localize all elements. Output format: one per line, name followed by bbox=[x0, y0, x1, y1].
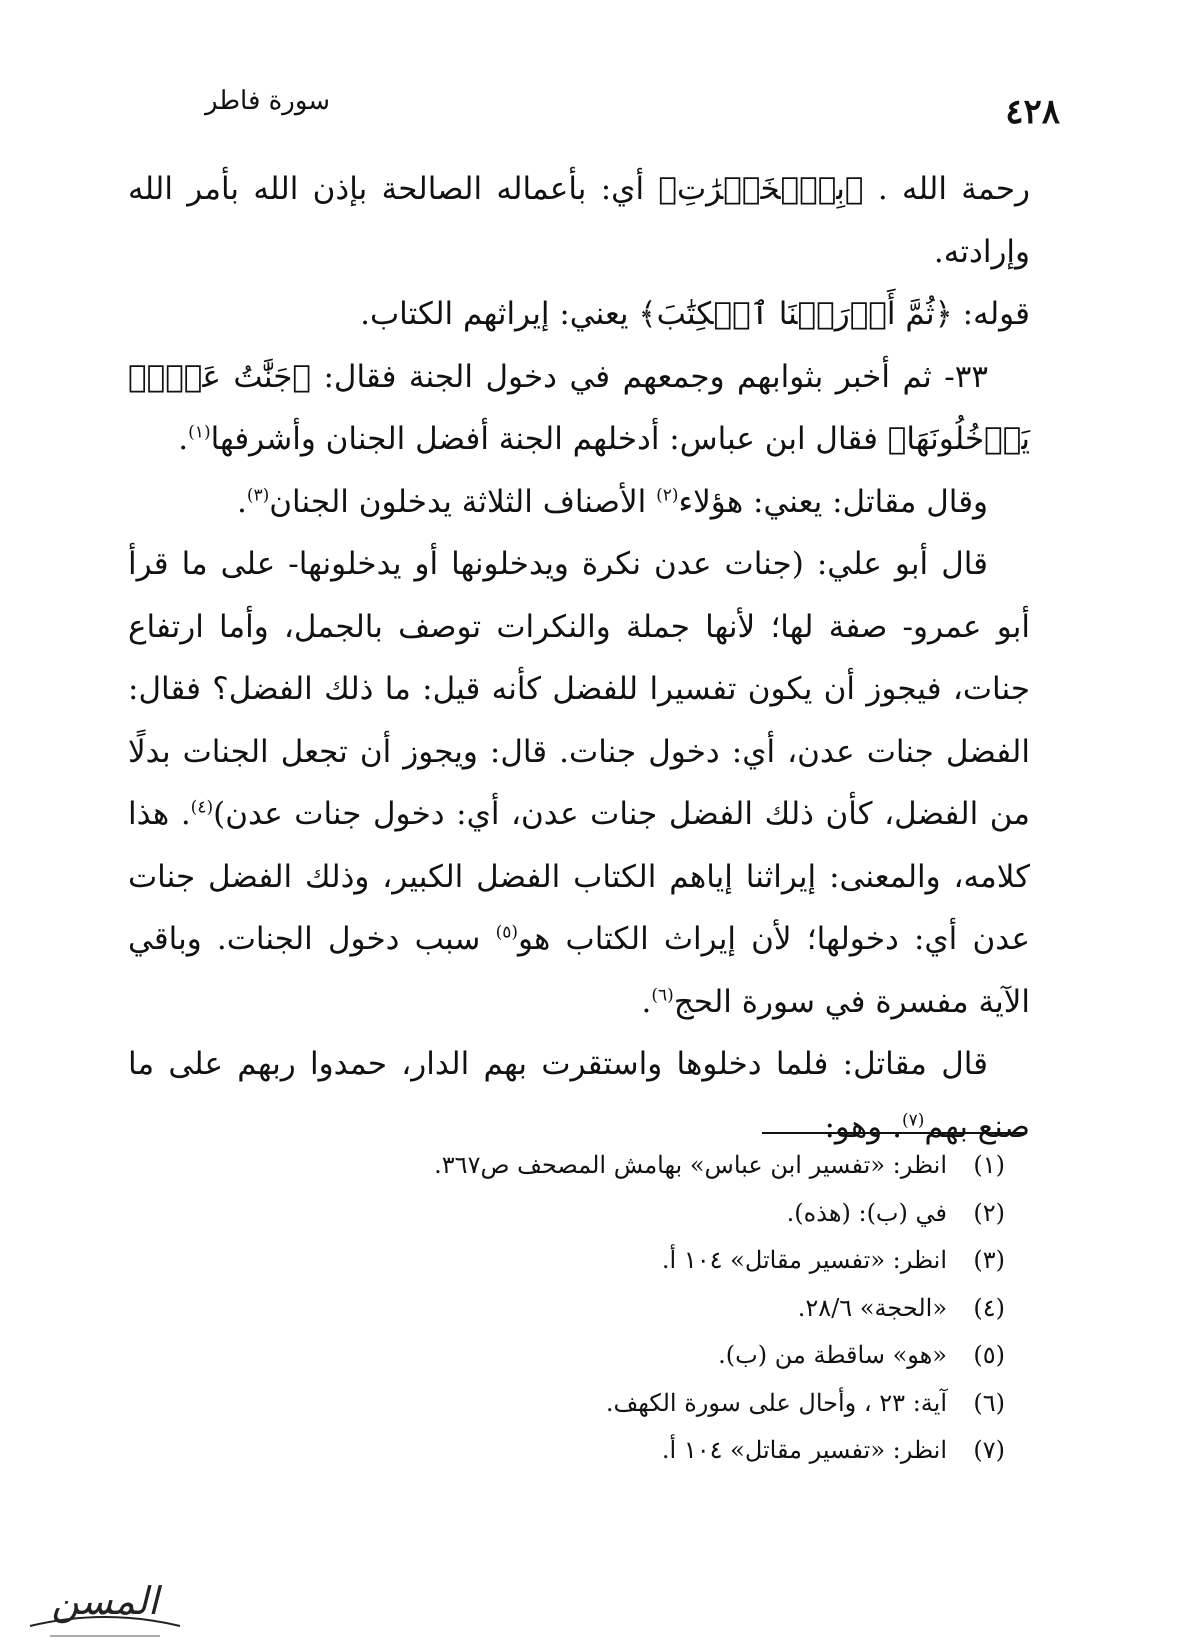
footnote bbox=[125, 1142, 1005, 1190]
running-title: سورة فاطر bbox=[205, 86, 331, 116]
footnote-number: (٢) bbox=[973, 1198, 1005, 1227]
footnote-ref: (٤) bbox=[190, 797, 214, 818]
footnote-ref: (٥) bbox=[495, 922, 518, 943]
page-header bbox=[150, 80, 1060, 140]
footnote-text: آية: ٢٣ ، وأحال على سورة الكهف. bbox=[605, 1388, 947, 1417]
page-number: ٤٢٨ bbox=[1005, 92, 1060, 132]
paragraph: وقال مقاتل: يعني: هؤلاء$^{(٢)}$ الأصناف الثلاثة يدخلون الجنان$^{(٣)}$. bbox=[236, 483, 988, 520]
footnote-ref: (١) bbox=[188, 422, 211, 443]
footnote bbox=[125, 1332, 1005, 1380]
footnote bbox=[125, 1380, 1005, 1428]
footnote-text: انظر: «تفسير مقاتل» ١٠٤ أ. bbox=[661, 1246, 947, 1274]
footnote-text: «الحجة» ٢٨/٦. bbox=[797, 1293, 947, 1322]
paragraph: قوله: ﴿ثُمَّ أَوۡرَثۡنَا ٱلۡكِتَٰبَ﴾ يعني: إيراثهم الكتاب. bbox=[360, 296, 1030, 332]
footnote bbox=[125, 1427, 1005, 1475]
footnote bbox=[125, 1237, 1005, 1285]
footnote-number: (٤) bbox=[973, 1293, 1005, 1322]
footnote-ref: (٧) bbox=[901, 1110, 925, 1131]
footnote-text: «هو» ساقطة من (ب). bbox=[718, 1341, 947, 1369]
publisher-stamp-logo bbox=[10, 1568, 200, 1646]
main-text bbox=[128, 158, 1030, 1158]
paragraph: ٣٣- ثم أخبر بثوابهم وجمعهم في دخول الجنة فقال: ﴿جَنَّٰتُ عَدۡنٖ يَدۡخُلُونَهَا﴾ فقال ابن عباس: أدخلهم الجنة أفضل الجنان وأشرفها$^{(١)}$. bbox=[128, 358, 1030, 457]
paragraph: رحمة الله . ﴿بِٱلۡخَيۡرَٰتِ﴾ أي: بأعماله الصالحة بإذن الله بأمر الله وإرادته. bbox=[128, 171, 1030, 270]
footnote-number: (٥) bbox=[973, 1341, 1005, 1369]
paragraph: قال مقاتل: فلما دخلوها واستقرت بهم الدار، حمدوا ربهم على ما صنع بهم$^{(٧)}$. وهو: bbox=[128, 1046, 1030, 1145]
footnote bbox=[125, 1285, 1005, 1333]
footnote-number: (١) bbox=[973, 1151, 1005, 1179]
footnote-separator bbox=[762, 1132, 1027, 1134]
footnote-text: انظر: «تفسير مقاتل» ١٠٤ أ. bbox=[661, 1436, 947, 1464]
footnote-text: في (ب): (هذه). bbox=[786, 1198, 947, 1227]
footnote-number: (٣) bbox=[973, 1246, 1005, 1274]
footnote-number: (٧) bbox=[973, 1436, 1005, 1464]
footnote-ref: (٣) bbox=[246, 485, 270, 506]
paragraph: قال أبو علي: (جنات عدن نكرة ويدخلونها أو يدخلونها- على ما قرأ أبو عمرو- صفة لها؛ لأنها جملة والنكرات توصف بالجمل، وأما ارتفاع جنات، فيجوز أن يكون تفسيرا للفضل كأنه قيل: ما ذلك الفضل؟ فقال: الفضل جنات عدن، أي: دخول جنات. قال: ويجوز أن تجعل الجنات بدلًا من الفضل، كأن ذلك الفضل جنات عدن، أي: دخول جنات عدن)$^{(٤)}$. هذا كلامه، والمعنى: إيراثنا إياهم الكتاب الفضل الكبير، وذلك الفضل جنات عدن أي: دخولها؛ لأن إيراث الكتاب هو$^{(٥)}$ سبب دخول الجنات. وباقي الآية مفسرة في سورة الحج$^{(٦)}$. bbox=[128, 546, 1030, 1020]
footnote-number: (٦) bbox=[973, 1388, 1005, 1417]
stamp-lettering: المسن bbox=[51, 1579, 159, 1623]
footnotes bbox=[125, 1142, 1005, 1475]
footnote-text: انظر: «تفسير ابن عباس» بهامش المصحف ص٣٦٧. bbox=[434, 1151, 947, 1179]
footnote bbox=[125, 1190, 1005, 1238]
footnote-ref: (٢) bbox=[656, 485, 679, 506]
footnote-ref: (٦) bbox=[651, 985, 674, 1006]
